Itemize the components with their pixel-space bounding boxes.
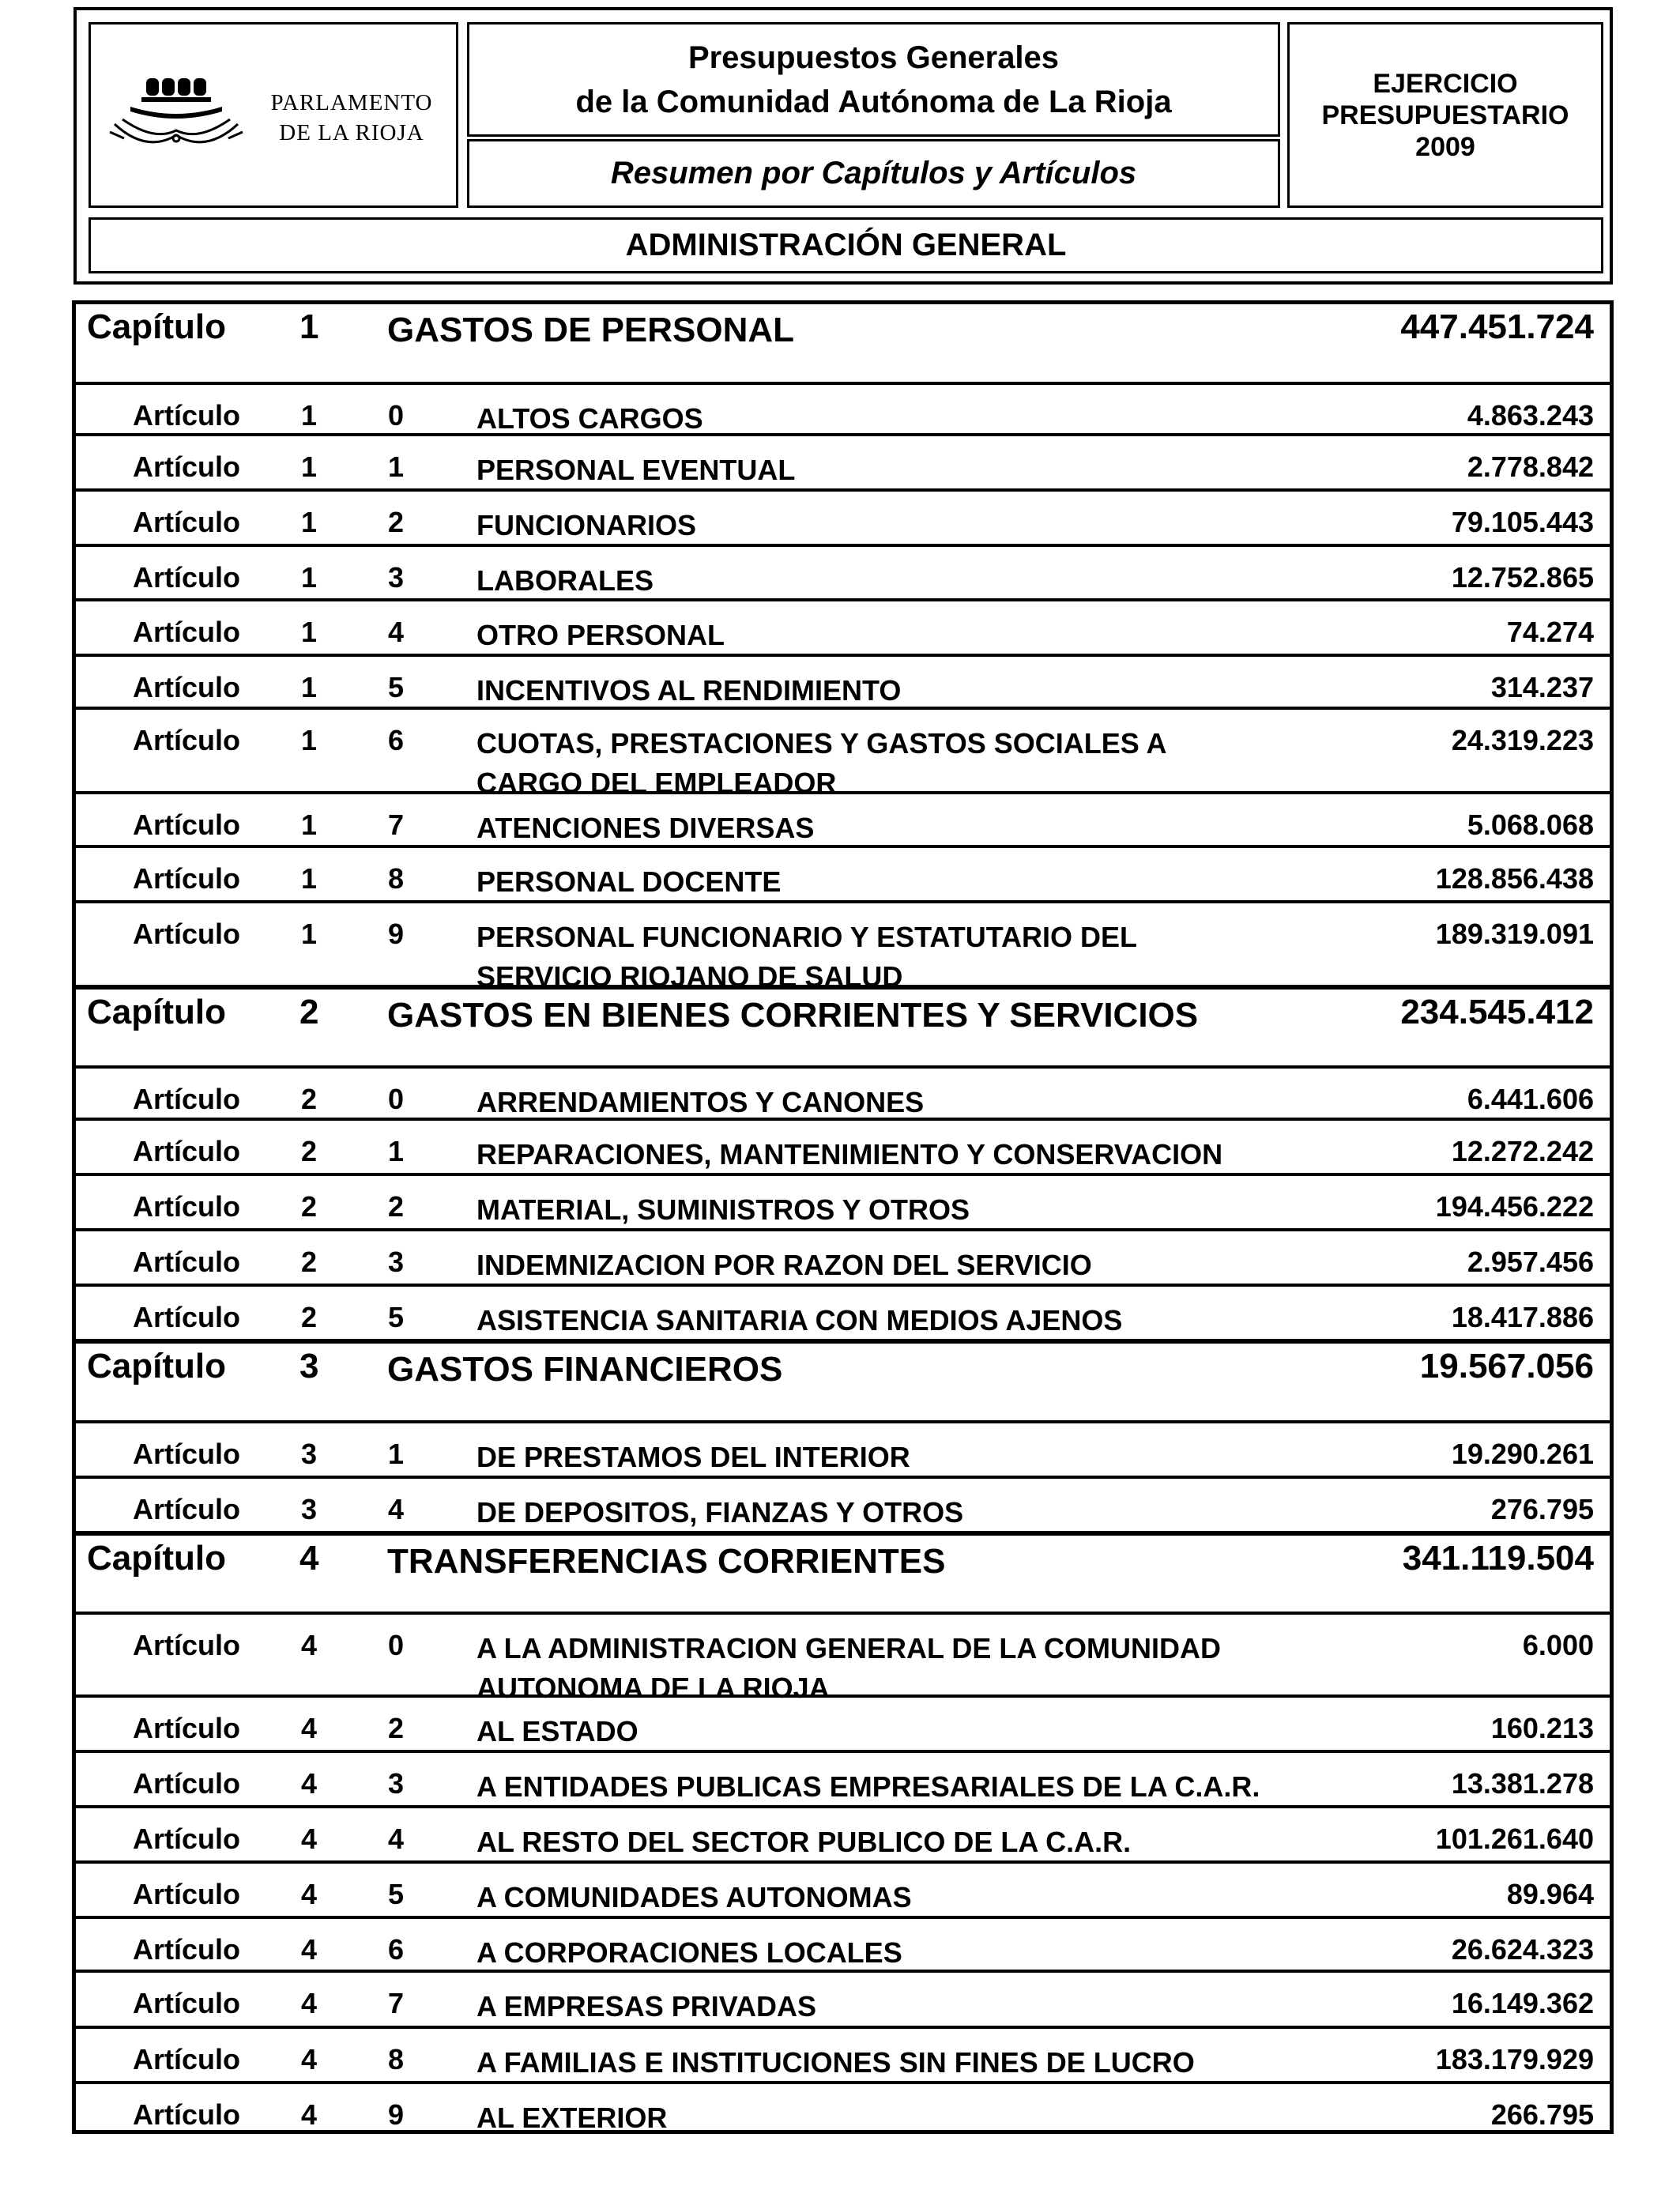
article-chapter-number: 4 xyxy=(301,1933,318,1966)
article-number: 2 xyxy=(388,1190,405,1223)
article-label: Artículo xyxy=(133,1190,241,1223)
article-amount: 6.000 xyxy=(1522,1629,1594,1661)
article-amount: 16.149.362 xyxy=(1451,1987,1594,2019)
article-chapter-number: 1 xyxy=(301,616,318,648)
article-row xyxy=(76,1118,1610,1173)
article-row xyxy=(76,845,1610,900)
article-chapter-number: 2 xyxy=(301,1190,318,1223)
article-label: Artículo xyxy=(133,1933,241,1966)
article-amount: 2.778.842 xyxy=(1467,450,1594,483)
chapter-row xyxy=(76,985,1610,1065)
article-amount: 12.272.242 xyxy=(1451,1135,1594,1167)
article-number: 6 xyxy=(388,724,405,756)
article-title: ASISTENCIA SANITARIA CON MEDIOS AJENOS xyxy=(477,1304,1123,1336)
article-number: 4 xyxy=(388,616,405,648)
article-chapter-number: 1 xyxy=(301,918,318,950)
article-number: 2 xyxy=(388,506,405,538)
article-label: Artículo xyxy=(133,616,241,648)
chapter-title: GASTOS FINANCIEROS xyxy=(387,1350,783,1389)
article-amount: 79.105.443 xyxy=(1451,506,1594,538)
logo-wordmark xyxy=(257,88,446,148)
article-chapter-number: 2 xyxy=(301,1083,318,1115)
article-label: Artículo xyxy=(133,1629,241,1661)
article-title: AL RESTO DEL SECTOR PUBLICO DE LA C.A.R. xyxy=(477,1826,1132,1858)
parliament-emblem-icon xyxy=(99,62,249,157)
article-label: Artículo xyxy=(133,1083,241,1115)
article-row xyxy=(76,1420,1610,1476)
article-title: INCENTIVOS AL RENDIMIENTO xyxy=(477,674,902,707)
fiscal-year-box xyxy=(1287,22,1603,208)
article-amount: 266.795 xyxy=(1490,2098,1594,2131)
article-title: ATENCIONES DIVERSAS xyxy=(477,812,815,844)
article-chapter-number: 1 xyxy=(301,450,318,483)
article-number: 5 xyxy=(388,1301,405,1333)
document-subtitle: Resumen por Capítulos y Artículos xyxy=(610,156,1137,190)
chapter-row xyxy=(76,304,1610,382)
article-amount: 74.274 xyxy=(1506,616,1594,648)
article-number: 7 xyxy=(388,1987,405,2019)
article-row xyxy=(76,1173,1610,1228)
article-label: Artículo xyxy=(133,1438,241,1470)
article-amount: 13.381.278 xyxy=(1451,1767,1594,1800)
article-row xyxy=(76,1284,1610,1339)
article-chapter-number: 1 xyxy=(301,561,318,594)
article-number: 3 xyxy=(388,561,405,594)
article-label: Artículo xyxy=(133,809,241,841)
article-number: 1 xyxy=(388,1438,405,1470)
article-row xyxy=(76,707,1610,799)
article-number: 1 xyxy=(388,1135,405,1167)
article-number: 0 xyxy=(388,399,405,432)
document-header xyxy=(73,7,1613,285)
chapter-label: Capítulo xyxy=(87,1347,226,1385)
fiscal-year-label2: PRESUPUESTARIO xyxy=(1321,100,1569,130)
article-amount: 276.795 xyxy=(1490,1493,1594,1525)
article-amount: 18.417.886 xyxy=(1451,1301,1594,1333)
article-row xyxy=(76,2026,1610,2081)
article-title: A CORPORACIONES LOCALES xyxy=(477,1936,902,1969)
article-chapter-number: 4 xyxy=(301,1629,318,1661)
article-row xyxy=(76,1695,1610,1750)
article-chapter-number: 1 xyxy=(301,862,318,895)
article-amount: 5.068.068 xyxy=(1467,809,1594,841)
budget-table xyxy=(72,300,1614,2134)
chapter-amount: 234.545.412 xyxy=(1400,993,1594,1031)
chapter-number: 2 xyxy=(299,993,319,1031)
chapter-amount: 341.119.504 xyxy=(1402,1539,1594,1578)
article-amount: 12.752.865 xyxy=(1451,561,1594,594)
article-title: A EMPRESAS PRIVADAS xyxy=(477,1990,817,2022)
article-row xyxy=(76,1750,1610,1805)
article-number: 8 xyxy=(388,2043,405,2075)
article-title: LABORALES xyxy=(477,564,654,597)
logo-text-line2: DE LA RIOJA xyxy=(279,120,424,145)
article-amount: 4.863.243 xyxy=(1467,399,1594,432)
chapter-amount: 447.451.724 xyxy=(1400,307,1594,346)
chapter-title: GASTOS EN BIENES CORRIENTES Y SERVICIOS xyxy=(387,996,1199,1035)
article-label: Artículo xyxy=(133,1246,241,1278)
article-label: Artículo xyxy=(133,399,241,432)
article-chapter-number: 4 xyxy=(301,1767,318,1800)
article-title: A LA ADMINISTRACION GENERAL DE LA COMUNIDAD AUTONOMA DE LA RIOJA xyxy=(477,1632,1221,1704)
article-number: 5 xyxy=(388,1878,405,1910)
article-chapter-number: 1 xyxy=(301,506,318,538)
article-label: Artículo xyxy=(133,1823,241,1855)
article-number: 5 xyxy=(388,671,405,703)
document-title-line2: de la Comunidad Autónoma de La Rioja xyxy=(575,84,1172,119)
chapter-label: Capítulo xyxy=(87,1539,226,1578)
article-title: MATERIAL, SUMINISTROS Y OTROS xyxy=(477,1193,970,1226)
article-chapter-number: 1 xyxy=(301,809,318,841)
article-row xyxy=(76,1065,1610,1118)
article-number: 3 xyxy=(388,1246,405,1278)
article-chapter-number: 1 xyxy=(301,399,318,432)
article-label: Artículo xyxy=(133,506,241,538)
chapter-label: Capítulo xyxy=(87,993,226,1031)
article-number: 9 xyxy=(388,918,405,950)
article-number: 4 xyxy=(388,1823,405,1855)
article-chapter-number: 4 xyxy=(301,2043,318,2075)
article-row xyxy=(76,1612,1610,1704)
article-chapter-number: 4 xyxy=(301,1712,318,1744)
article-number: 0 xyxy=(388,1083,405,1115)
article-row xyxy=(76,544,1610,598)
chapter-number: 4 xyxy=(299,1539,319,1578)
article-number: 1 xyxy=(388,450,405,483)
article-row xyxy=(76,1860,1610,1916)
article-label: Artículo xyxy=(133,450,241,483)
article-amount: 128.856.438 xyxy=(1435,862,1594,895)
chapter-row xyxy=(76,1531,1610,1612)
article-label: Artículo xyxy=(133,1878,241,1910)
article-title: DE PRESTAMOS DEL INTERIOR xyxy=(477,1441,910,1473)
article-label: Artículo xyxy=(133,1767,241,1800)
article-chapter-number: 2 xyxy=(301,1301,318,1333)
article-number: 4 xyxy=(388,1493,405,1525)
article-row xyxy=(76,598,1610,654)
logo-box xyxy=(89,22,458,208)
chapter-number: 3 xyxy=(299,1347,319,1385)
article-chapter-number: 4 xyxy=(301,1878,318,1910)
article-title: A FAMILIAS E INSTITUCIONES SIN FINES DE LUCRO xyxy=(477,2046,1195,2079)
article-label: Artículo xyxy=(133,724,241,756)
section-title: ADMINISTRACIÓN GENERAL xyxy=(625,228,1067,262)
article-title: PERSONAL EVENTUAL xyxy=(477,454,796,486)
article-chapter-number: 2 xyxy=(301,1246,318,1278)
article-number: 0 xyxy=(388,1629,405,1661)
article-chapter-number: 3 xyxy=(301,1493,318,1525)
article-number: 7 xyxy=(388,809,405,841)
article-number: 6 xyxy=(388,1933,405,1966)
article-label: Artículo xyxy=(133,2098,241,2131)
fiscal-year-label1: EJERCICIO xyxy=(1373,68,1518,99)
article-label: Artículo xyxy=(133,561,241,594)
article-amount: 89.964 xyxy=(1506,1878,1594,1910)
chapter-amount: 19.567.056 xyxy=(1419,1347,1594,1385)
article-number: 2 xyxy=(388,1712,405,1744)
article-label: Artículo xyxy=(133,671,241,703)
article-chapter-number: 1 xyxy=(301,724,318,756)
article-amount: 2.957.456 xyxy=(1467,1246,1594,1278)
section-box xyxy=(89,217,1603,273)
article-amount: 160.213 xyxy=(1490,1712,1594,1744)
chapter-row xyxy=(76,1339,1610,1420)
article-title: AL EXTERIOR xyxy=(477,2102,668,2134)
article-row xyxy=(76,900,1610,993)
article-title: ARRENDAMIENTOS Y CANONES xyxy=(477,1086,925,1118)
article-row xyxy=(76,654,1610,707)
article-label: Artículo xyxy=(133,2043,241,2075)
article-title: OTRO PERSONAL xyxy=(477,619,725,651)
article-label: Artículo xyxy=(133,1712,241,1744)
subtitle-box xyxy=(467,139,1280,208)
article-title: REPARACIONES, MANTENIMIENTO Y CONSERVACION xyxy=(477,1138,1223,1171)
article-number: 3 xyxy=(388,1767,405,1800)
article-amount: 6.441.606 xyxy=(1467,1083,1594,1115)
article-number: 9 xyxy=(388,2098,405,2131)
article-row xyxy=(76,1805,1610,1860)
article-amount: 314.237 xyxy=(1490,671,1594,703)
article-chapter-number: 3 xyxy=(301,1438,318,1470)
article-row xyxy=(76,488,1610,544)
article-title: FUNCIONARIOS xyxy=(477,509,696,541)
article-title: A ENTIDADES PUBLICAS EMPRESARIALES DE LA C.A.R. xyxy=(477,1770,1260,1803)
chapter-number: 1 xyxy=(299,307,319,346)
chapter-label: Capítulo xyxy=(87,307,226,346)
article-label: Artículo xyxy=(133,1135,241,1167)
article-amount: 24.319.223 xyxy=(1451,724,1594,756)
article-label: Artículo xyxy=(133,1301,241,1333)
article-title: A COMUNIDADES AUTONOMAS xyxy=(477,1881,912,1913)
article-title: AL ESTADO xyxy=(477,1715,638,1747)
article-amount: 183.179.929 xyxy=(1435,2043,1594,2075)
article-chapter-number: 1 xyxy=(301,671,318,703)
article-amount: 19.290.261 xyxy=(1451,1438,1594,1470)
article-label: Artículo xyxy=(133,918,241,950)
title-box xyxy=(467,22,1280,137)
article-label: Artículo xyxy=(133,862,241,895)
article-title: PERSONAL DOCENTE xyxy=(477,865,782,898)
article-title: ALTOS CARGOS xyxy=(477,402,703,435)
article-label: Artículo xyxy=(133,1493,241,1525)
article-title: PERSONAL FUNCIONARIO Y ESTATUTARIO DEL SERVICIO RIOJANO DE SALUD xyxy=(477,921,1137,993)
logo-text-line1: PARLAMENTO xyxy=(270,90,433,115)
document-title-line1: Presupuestos Generales xyxy=(687,40,1060,75)
chapter-title: TRANSFERENCIAS CORRIENTES xyxy=(387,1542,946,1581)
article-row xyxy=(76,2081,1610,2134)
article-row xyxy=(76,382,1610,433)
article-number: 8 xyxy=(388,862,405,895)
article-row xyxy=(76,1228,1610,1284)
article-title: INDEMNIZACION POR RAZON DEL SERVICIO xyxy=(477,1249,1092,1281)
article-amount: 101.261.640 xyxy=(1435,1823,1594,1855)
article-chapter-number: 4 xyxy=(301,1823,318,1855)
article-chapter-number: 2 xyxy=(301,1135,318,1167)
article-row xyxy=(76,1916,1610,1970)
article-label: Artículo xyxy=(133,1987,241,2019)
article-amount: 189.319.091 xyxy=(1435,918,1594,950)
article-amount: 194.456.222 xyxy=(1435,1190,1594,1223)
article-row xyxy=(76,1970,1610,2026)
article-row xyxy=(76,1476,1610,1531)
article-row xyxy=(76,791,1610,845)
article-row xyxy=(76,433,1610,488)
chapter-title: GASTOS DE PERSONAL xyxy=(387,311,795,349)
article-amount: 26.624.323 xyxy=(1451,1933,1594,1966)
article-title: DE DEPOSITOS, FIANZAS Y OTROS xyxy=(477,1496,964,1529)
article-title: CUOTAS, PRESTACIONES Y GASTOS SOCIALES A CARGO DEL EMPLEADOR xyxy=(477,727,1166,799)
article-chapter-number: 4 xyxy=(301,1987,318,2019)
article-chapter-number: 4 xyxy=(301,2098,318,2131)
fiscal-year-value: 2009 xyxy=(1415,131,1475,162)
